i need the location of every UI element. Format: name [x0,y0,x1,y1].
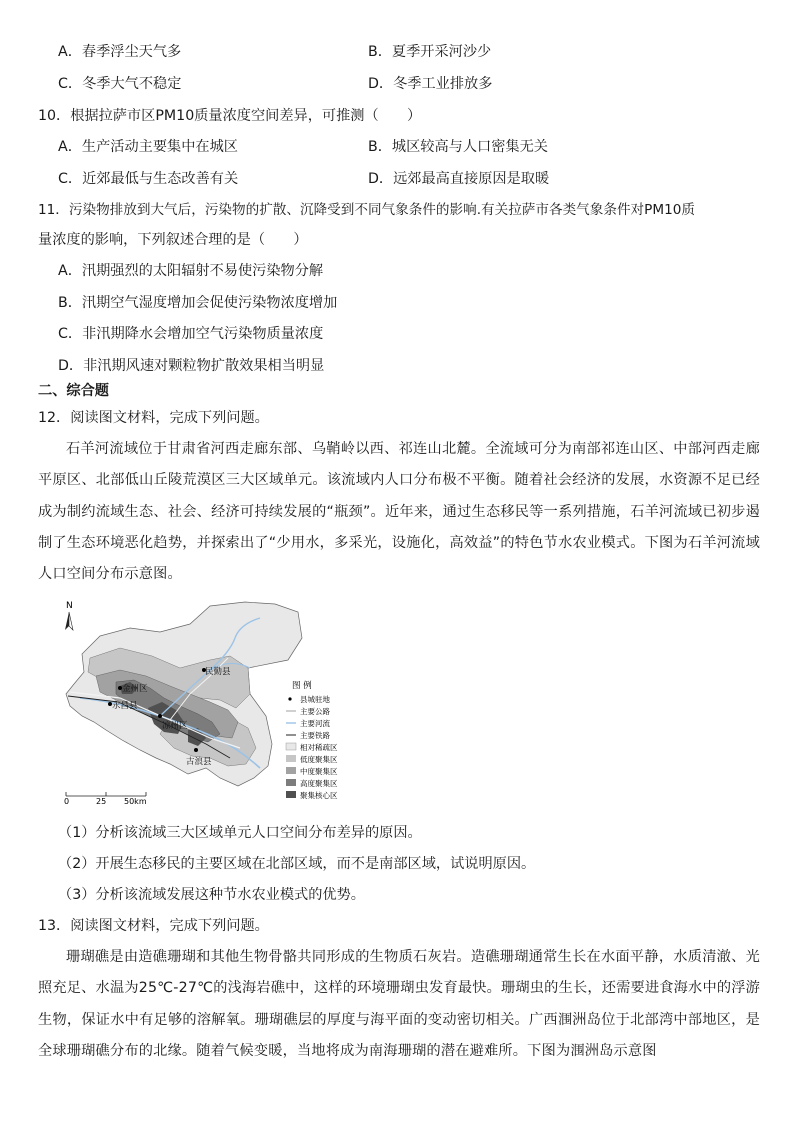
legend-county-seat: 县城驻地 [300,695,330,704]
q12-sub3: （3）分析该流域发展这种节水农业模式的优势。 [58,887,365,903]
q9-option-a: A．春季浮尘天气多 [58,44,182,60]
q11-option-b: B．汛期空气湿度增加会促使污染物浓度增加 [58,295,338,311]
q10-option-b: B．城区较高与人口密集无关 [368,139,548,155]
county-seat-liangzhou [158,714,162,718]
q9-option-c: C．冬季大气不稳定 [58,76,182,92]
q11-option-d: D．非汛期风速对颗粒物扩散效果相当明显 [58,358,325,374]
legend [286,680,338,800]
north-label: N [66,601,73,611]
scale-label-50: 50km [124,797,147,806]
population-distribution-map [60,598,360,810]
q13-material: 珊瑚礁是由造礁珊瑚和其他生物骨骼共同形成的生物质石灰岩。造礁珊瑚通常生长在水面平静，水质清澈、光照充足、水温为25℃-27℃的浅海岩礁中，这样的环境珊瑚虫发育最快。珊瑚虫的生长，还需要进食海水中的浮游生物，保证水中有足够的溶解氧。珊瑚礁层的厚度与海平面的变动密切相关。广西涠洲岛位于北部湾中部地区，是全球珊瑚礁分布的北缘。随着气候变暖，当地将成为南海珊瑚的潜在避难所。下图为涠洲岛示意图 [38,949,760,1059]
legend-core: 聚集核心区 [300,791,338,800]
q13-stem: 13．阅读图文材料，完成下列问题。 [38,918,269,934]
q10-option-d: D．远郊最高直接原因是取暖 [368,171,550,187]
north-arrow-icon [65,612,69,630]
q10-option-c: C．近郊最低与生态改善有关 [58,171,239,187]
q12-material: 石羊河流域位于甘肃省河西走廊东部、乌鞘岭以西、祁连山北麓。全流域可分为南部祁连山区、中部河西走廊平原区、北部低山丘陵荒漠区三大区域单元。该流域内人口分布极不平衡。随着社会经济的发展，水资源不足已经成为制约流域生态、社会、经济可持续发展的“瓶颈”。近年来，通过生态移民等一系列措施，石羊河流域已初步遏制了生态环境恶化趋势，并探索出了“少用水，多采光，设施化，高效益”的特色节水农业模式。下图为石羊河流域人口空间分布示意图。 [38,441,760,583]
scale-bar [64,792,147,806]
q12-stem: 12．阅读图文材料，完成下列问题。 [38,410,269,426]
legend-medium: 中度聚集区 [300,767,338,776]
legend-high: 高度聚集区 [300,779,338,788]
legend-title: 图 例 [292,681,312,691]
q11-option-a: A．汛期强烈的太阳辐射不易使污染物分解 [58,263,324,279]
q9-option-b: B．夏季开采河沙少 [368,44,492,60]
q12-sub2: （2）开展生态移民的主要区域在北部区域，而不是南部区域，试说明原因。 [58,856,536,872]
scale-label-25: 25 [96,797,107,806]
label-jinchuan: 金州区 [122,684,148,694]
q10-stem: 10．根据拉萨市区PM10质量浓度空间差异，可推测（ ） [38,108,422,124]
label-minqin: 民勤县 [205,667,231,677]
label-liangzhou: 凉州区 [162,721,188,731]
q9-option-d: D．冬季工业排放多 [368,76,493,92]
legend-sparse: 相对稀疏区 [300,743,338,752]
section-title: 二、综合题 [38,383,109,399]
legend-highway: 主要公路 [300,707,330,716]
q11-option-c: C．非汛期降水会增加空气污染物质量浓度 [58,326,324,342]
q12-sub1: （1）分析该流域三大区域单元人口空间分布差异的原因。 [58,825,422,841]
q10-option-a: A．生产活动主要集中在城区 [58,139,238,155]
legend-low: 低度聚集区 [300,755,338,764]
label-yongchang: 永昌县 [112,701,138,711]
label-gulang: 古浪县 [186,757,212,767]
q11-stem-line1: 11．污染物排放到大气后，污染物的扩散、沉降受到不同气象条件的影响.有关拉萨市各类气象条件对PM10质 [38,202,695,218]
legend-river: 主要河流 [300,719,330,728]
legend-railway: 主要铁路 [300,731,330,740]
q11-stem-line2: 量浓度的影响，下列叙述合理的是（ ） [38,232,308,248]
county-seat-gulang [194,748,198,752]
scale-label-0: 0 [64,797,70,806]
